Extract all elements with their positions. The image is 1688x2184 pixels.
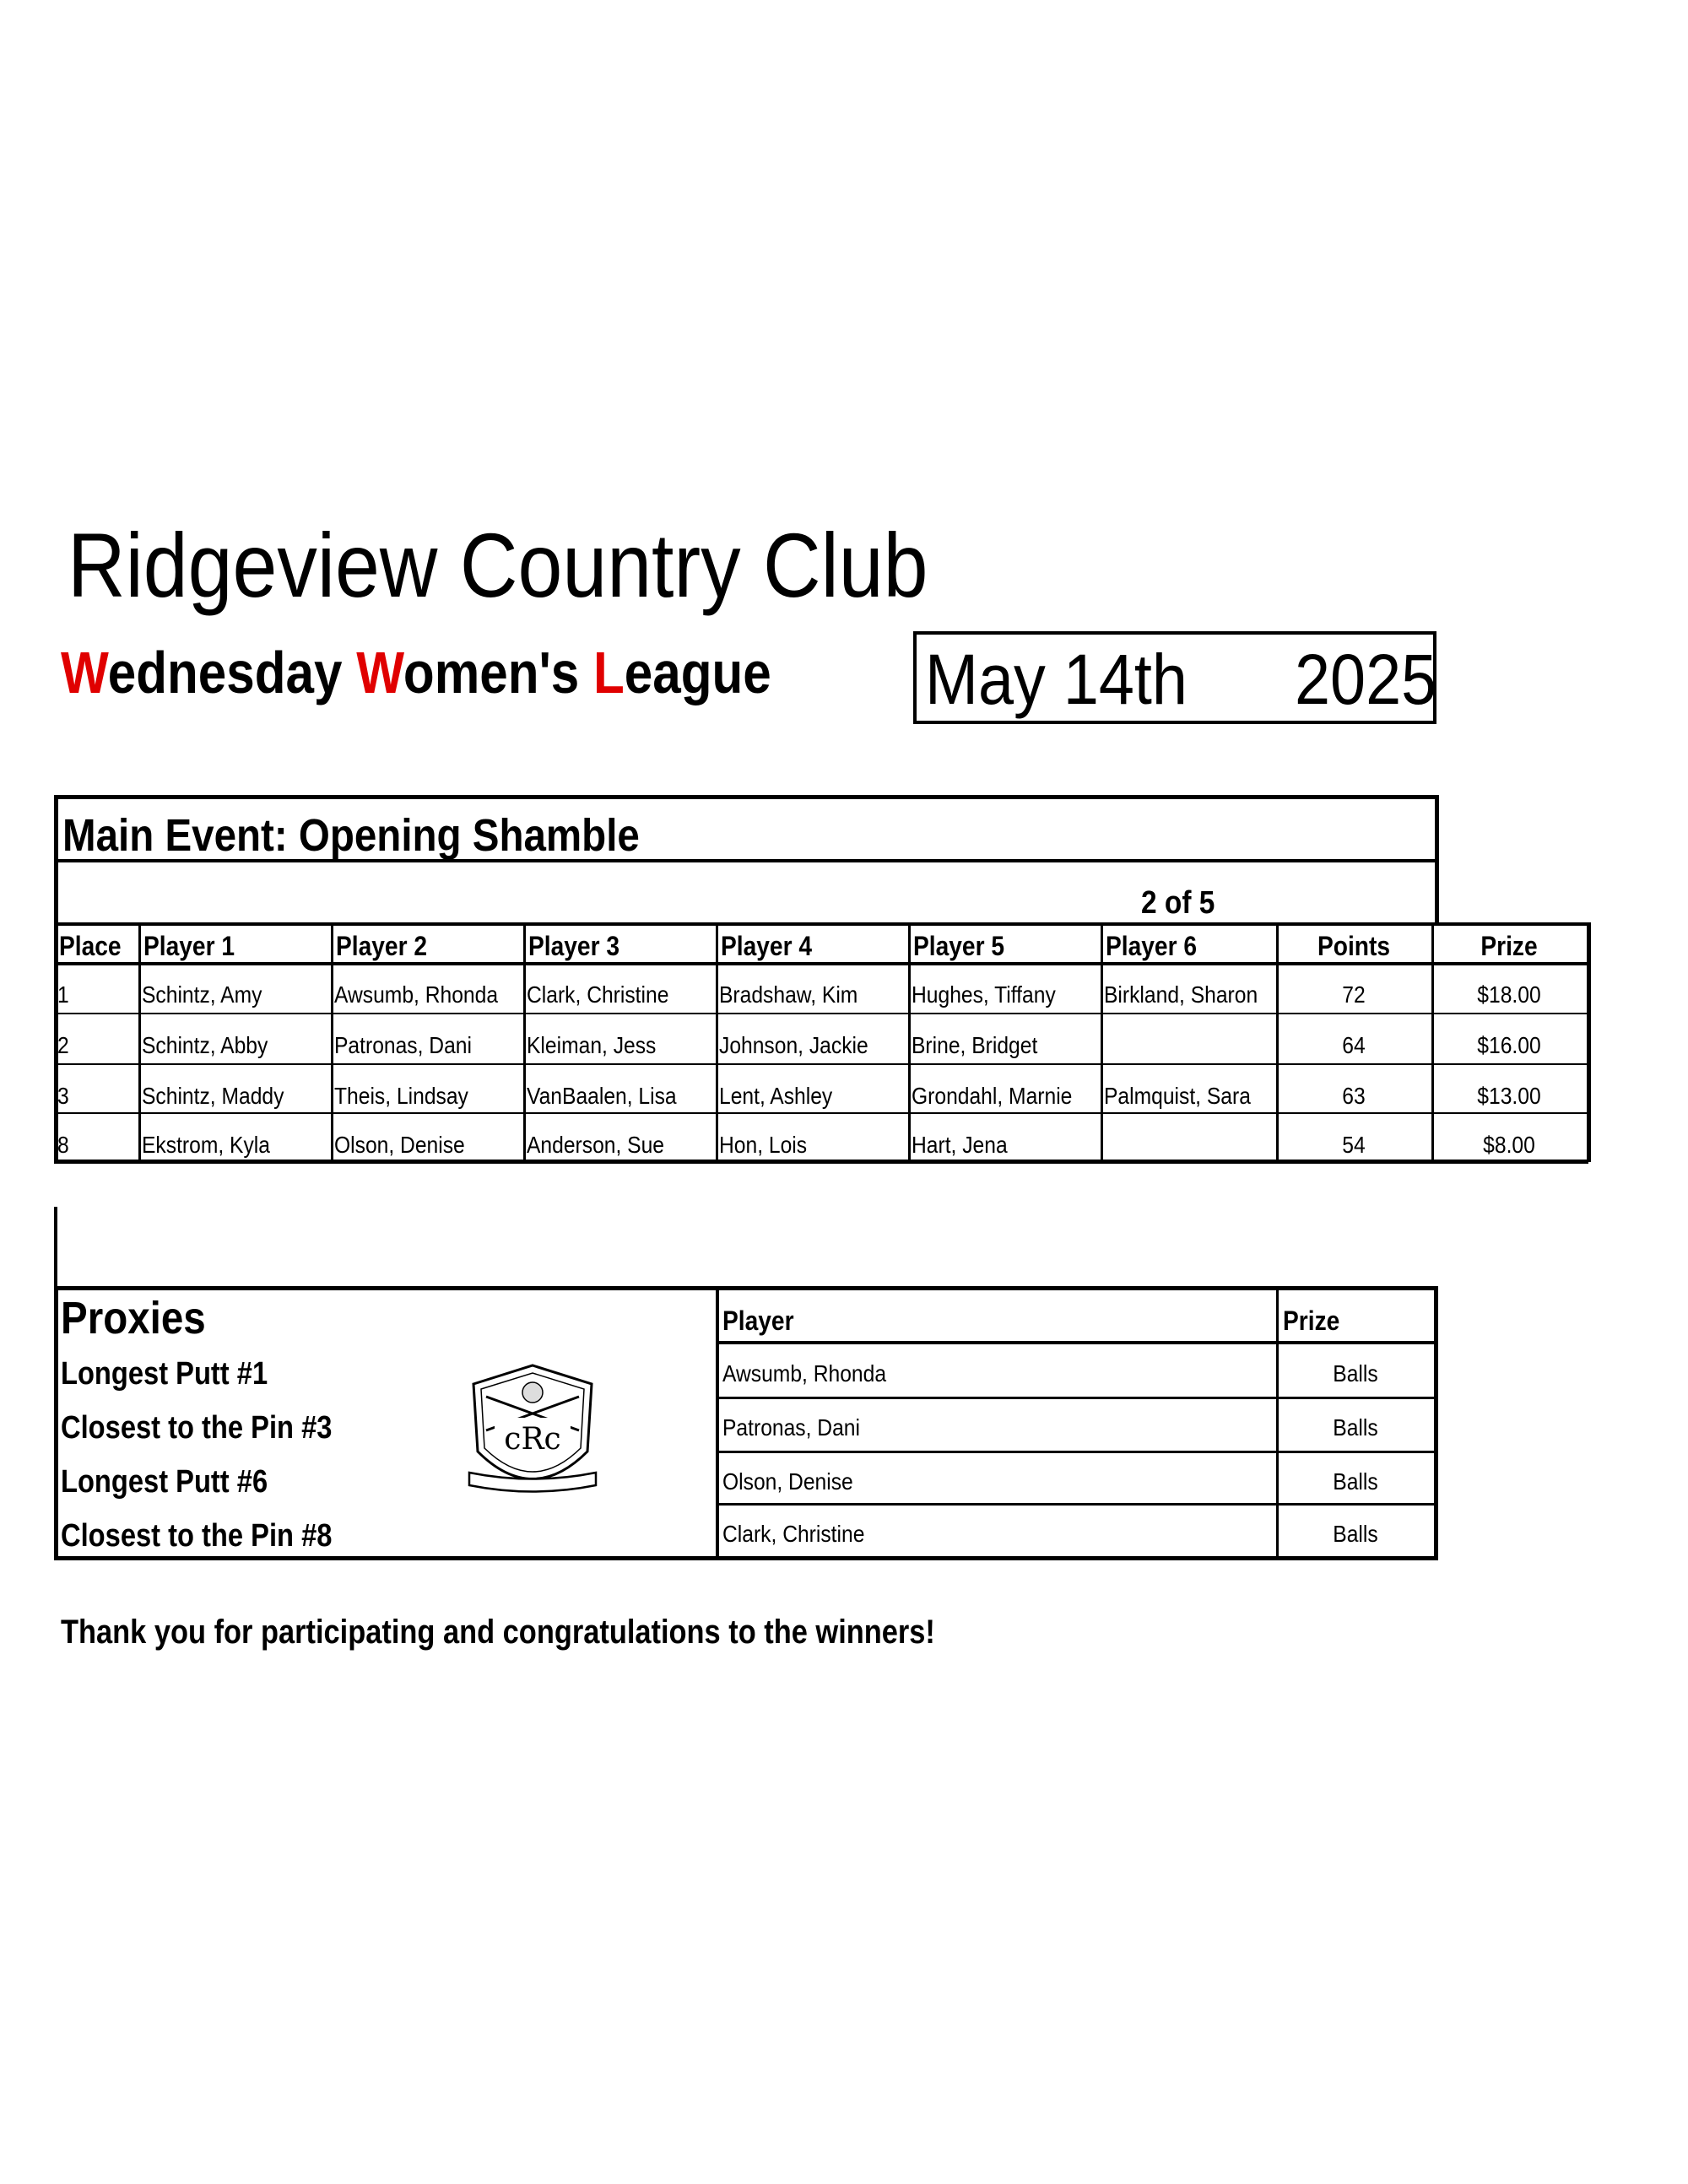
column-header: Player 3	[528, 931, 620, 961]
row-divider	[54, 1013, 1588, 1014]
column-divider	[523, 922, 526, 1162]
table-cell: 1	[57, 981, 69, 1008]
table-cell: Schintz, Maddy	[142, 1083, 284, 1109]
proxy-divider	[716, 1286, 719, 1560]
column-header: Prize	[1480, 931, 1538, 961]
club-title: Ridgeview Country Club	[68, 514, 928, 616]
table-cell: 3	[57, 1083, 69, 1109]
column-divider	[331, 922, 333, 1162]
table-cell: 64	[1342, 1032, 1366, 1058]
proxy-frame-bottom	[54, 1556, 1438, 1560]
proxy-row-divider	[716, 1451, 1438, 1453]
column-divider	[1276, 922, 1279, 1162]
league-word-3: eague	[624, 640, 771, 705]
crc-crest-logo	[461, 1359, 604, 1511]
table-cell: Brine, Bridget	[912, 1032, 1038, 1058]
event-title: Main Event: Opening Shamble	[62, 810, 640, 861]
proxies-title: Proxies	[61, 1293, 206, 1343]
proxy-label: Longest Putt #6	[61, 1464, 268, 1500]
column-divider	[716, 922, 718, 1162]
table-cell: Ekstrom, Kyla	[142, 1132, 270, 1158]
thanks-message: Thank you for participating and congratulations to the winners!	[61, 1614, 935, 1651]
league-word-1: ednesday	[107, 640, 357, 705]
proxy-player: Patronas, Dani	[722, 1414, 860, 1441]
proxy-frame-right	[1434, 1286, 1438, 1560]
proxy-player: Clark, Christine	[722, 1521, 865, 1547]
table-cell: 2	[57, 1032, 69, 1058]
table-cell: Birkland, Sharon	[1104, 981, 1258, 1008]
column-header: Player 6	[1106, 931, 1198, 961]
table-cell: Palmquist, Sara	[1104, 1083, 1251, 1109]
table-cell: Patronas, Dani	[334, 1032, 472, 1058]
table-cell: Schintz, Amy	[142, 981, 262, 1008]
table-cell: Kleiman, Jess	[527, 1032, 657, 1058]
table-cell: Anderson, Sue	[527, 1132, 665, 1158]
table-cell: Olson, Denise	[334, 1132, 465, 1158]
proxy-player-header: Player	[722, 1306, 794, 1336]
column-divider	[1101, 922, 1103, 1162]
header-bottom	[54, 962, 1588, 965]
table-cell: VanBaalen, Lisa	[527, 1083, 677, 1109]
league-initial-l: L	[593, 640, 625, 705]
row-divider	[54, 1160, 1588, 1164]
proxy-frame-left	[54, 1286, 58, 1560]
proxy-label: Longest Putt #1	[61, 1356, 268, 1392]
table-cell: 8	[57, 1132, 69, 1158]
round-indicator: 2 of 5	[1141, 885, 1215, 921]
column-header: Player 5	[913, 931, 1005, 961]
table-cell: Schintz, Abby	[142, 1032, 268, 1058]
table-cell: Grondahl, Marnie	[912, 1083, 1073, 1109]
date-box	[913, 631, 1436, 724]
column-header: Player 2	[336, 931, 428, 961]
proxy-header-bottom	[716, 1341, 1438, 1344]
table-cell: 63	[1342, 1083, 1366, 1109]
column-divider	[138, 922, 141, 1162]
table-cell: Lent, Ashley	[719, 1083, 833, 1109]
table-cell: Hart, Jena	[912, 1132, 1008, 1158]
table-cell: 72	[1342, 981, 1366, 1008]
proxy-prize: Balls	[1333, 1360, 1378, 1387]
table-cell: Theis, Lindsay	[334, 1083, 468, 1109]
column-divider	[908, 922, 911, 1162]
proxy-label: Closest to the Pin #8	[61, 1518, 333, 1554]
column-header: Player 4	[721, 931, 813, 961]
table-cell: Bradshaw, Kim	[719, 981, 858, 1008]
frame-right	[1435, 795, 1439, 926]
table-cell: $13.00	[1477, 1083, 1541, 1109]
event-year: 2025	[1295, 640, 1437, 719]
header-top	[54, 922, 1588, 926]
frame-top	[54, 795, 1438, 799]
event-date: May 14th	[925, 640, 1188, 719]
column-header: Place	[59, 931, 122, 961]
table-cell: 54	[1342, 1132, 1366, 1158]
column-divider	[1587, 922, 1591, 1162]
separator-rule	[54, 1207, 57, 1287]
table-cell: $16.00	[1477, 1032, 1541, 1058]
proxy-prize-header: Prize	[1283, 1306, 1340, 1336]
league-initial-w1: W	[61, 640, 108, 705]
proxy-player: Olson, Denise	[722, 1468, 853, 1495]
table-cell: Johnson, Jackie	[719, 1032, 868, 1058]
proxy-col-divider	[1276, 1286, 1279, 1560]
table-cell: $8.00	[1483, 1132, 1535, 1158]
crest-monogram: cRc	[504, 1422, 561, 1457]
table-cell: Hon, Lois	[719, 1132, 808, 1158]
table-cell: Clark, Christine	[527, 981, 669, 1008]
proxy-prize: Balls	[1333, 1414, 1378, 1441]
league-word-2: omen's	[403, 640, 594, 705]
proxy-prize: Balls	[1333, 1468, 1378, 1495]
league-initial-w2: W	[356, 640, 403, 705]
column-header: Points	[1317, 931, 1391, 961]
proxy-row-divider	[716, 1397, 1438, 1399]
proxy-player: Awsumb, Rhonda	[722, 1360, 887, 1387]
table-cell: $18.00	[1477, 981, 1541, 1008]
row-divider	[54, 1063, 1588, 1065]
column-divider	[1431, 922, 1434, 1162]
league-title	[61, 635, 771, 711]
table-cell: Hughes, Tiffany	[912, 981, 1056, 1008]
proxy-label: Closest to the Pin #3	[61, 1410, 333, 1446]
proxy-row-divider	[716, 1503, 1438, 1506]
row-divider	[54, 1112, 1588, 1114]
proxy-prize: Balls	[1333, 1521, 1378, 1547]
column-header: Player 1	[143, 931, 235, 961]
proxy-frame-top	[54, 1286, 1438, 1290]
table-cell: Awsumb, Rhonda	[334, 981, 499, 1008]
